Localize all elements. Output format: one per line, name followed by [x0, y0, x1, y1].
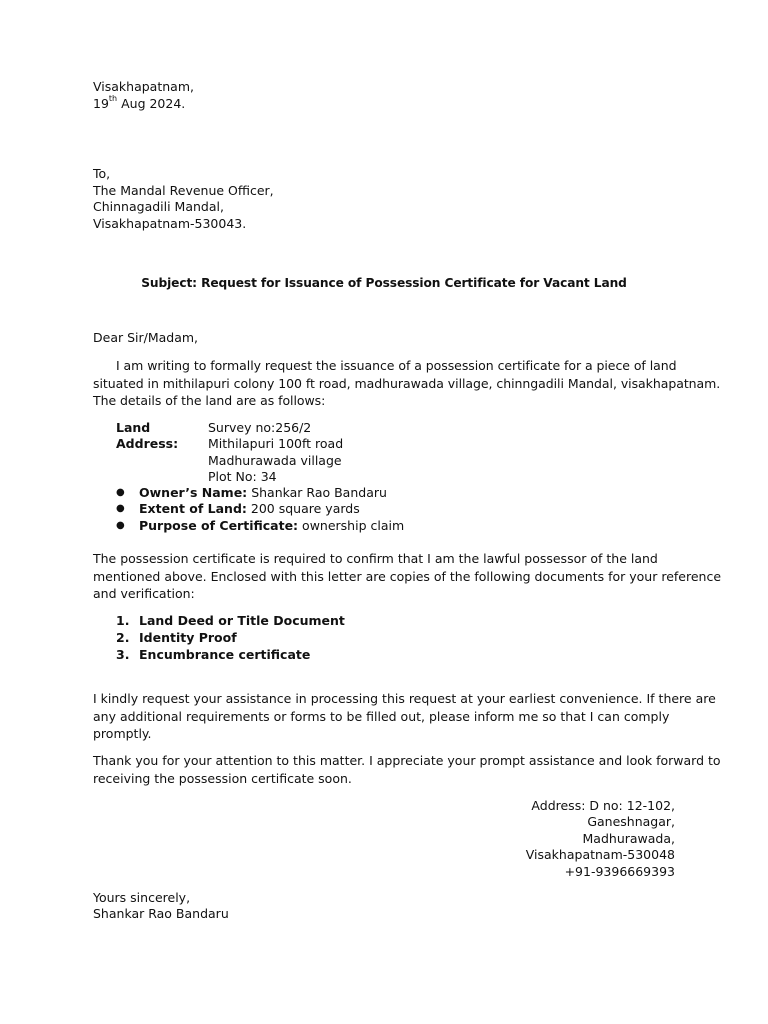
paragraph-line: promptly. [93, 726, 152, 742]
recipient-address [93, 166, 675, 232]
list-item [116, 613, 616, 630]
bullet-icon: ● [116, 487, 125, 498]
sender-address-line: Visakhapatnam-530048 [525, 847, 675, 863]
detail-value: Shankar Rao Bandaru [251, 485, 387, 500]
list-item [116, 630, 616, 647]
land-address-line: Survey no:256/2 [208, 420, 312, 435]
sender-address-line: Ganeshnagar, [587, 814, 675, 830]
paragraph-line: and verification: [93, 586, 195, 602]
recipient-to: To, [93, 166, 111, 181]
sender-address-line: Madhurawada, [582, 830, 675, 846]
recipient-line: Chinnagadili Mandal, [93, 199, 224, 215]
detail-value: 200 square yards [250, 501, 360, 517]
salutation [93, 330, 675, 347]
land-address [116, 420, 616, 486]
salutation-text: Dear Sir/Madam, [93, 330, 199, 345]
documents-paragraph [93, 550, 722, 603]
request-paragraph [93, 690, 716, 743]
date-suffix: th [108, 94, 118, 104]
detail-label: Purpose of Certificate: [139, 517, 299, 533]
list-item [116, 647, 616, 664]
date-day: 19 [93, 95, 109, 111]
detail-value: ownership claim [302, 517, 405, 533]
land-address-line: Madhurawada village [208, 452, 342, 468]
date [93, 96, 675, 113]
list-number: 2. [116, 629, 130, 645]
document-name: Encumbrance certificate [139, 646, 311, 662]
paragraph-line: I kindly request your assistance in processing this request at your earliest convenience. If there are [93, 691, 716, 706]
sender-address [430, 798, 675, 880]
closing [93, 890, 675, 923]
paragraph-line: The details of the land are as follows: [93, 393, 326, 409]
paragraph-line: any additional requirements or forms to be filled out, please inform me so that I can comply [93, 708, 670, 724]
recipient-line: Visakhapatnam-530043. [93, 215, 247, 231]
intro-paragraph [93, 357, 721, 410]
paragraph-line: receiving the possession certificate soon. [93, 770, 352, 786]
bullet-icon: ● [116, 503, 125, 515]
land-address-label: Land Address: [116, 420, 179, 452]
land-address-row [116, 420, 616, 486]
recipient-line: The Mandal Revenue Officer, [93, 182, 274, 198]
date-rest: Aug 2024. [117, 95, 186, 111]
place-date [93, 79, 675, 112]
document-name: Identity Proof [139, 629, 237, 645]
paragraph-line: Thank you for your attention to this matter. I appreciate your prompt assistance and look forward to [93, 753, 721, 768]
land-address-line: Mithilapuri 100ft road [208, 436, 344, 452]
paragraph-line: situated in mithilapuri colony 100 ft road, madhurawada village, chinngadili Mandal, visakhapatnam. [93, 375, 721, 391]
sender-phone: +91-9396669393 [564, 863, 675, 879]
list-number: 3. [116, 646, 130, 662]
list-item [116, 518, 616, 534]
list-item [116, 501, 616, 517]
paragraph-line: mentioned above. Enclosed with this letter are copies of the following documents for your reference [93, 568, 722, 584]
closing-phrase: Yours sincerely, [93, 890, 191, 905]
document-name: Land Deed or Title Document [139, 613, 345, 628]
sender-address-line: Address: D no: 12-102, [531, 798, 675, 813]
land-details-list [116, 485, 616, 534]
bullet-icon: ● [116, 519, 125, 531]
paragraph-line: The possession certificate is required to confirm that I am the lawful possessor of the land [93, 551, 658, 566]
documents-list [116, 613, 616, 664]
land-address-line: Plot No: 34 [208, 469, 277, 485]
place: Visakhapatnam, [93, 79, 194, 94]
list-item [116, 485, 616, 501]
paragraph-line: I am writing to formally request the issuance of a possession certificate for a piece of land [116, 358, 677, 373]
land-address-value [208, 420, 343, 486]
list-number: 1. [116, 613, 130, 628]
thanks-paragraph [93, 752, 721, 787]
signature-name: Shankar Rao Bandaru [93, 906, 229, 922]
subject-line: Subject: Request for Issuance of Possession Certificate for Vacant Land [141, 276, 627, 290]
detail-label: Owner’s Name: [139, 485, 248, 500]
detail-label: Extent of Land: [139, 501, 247, 517]
